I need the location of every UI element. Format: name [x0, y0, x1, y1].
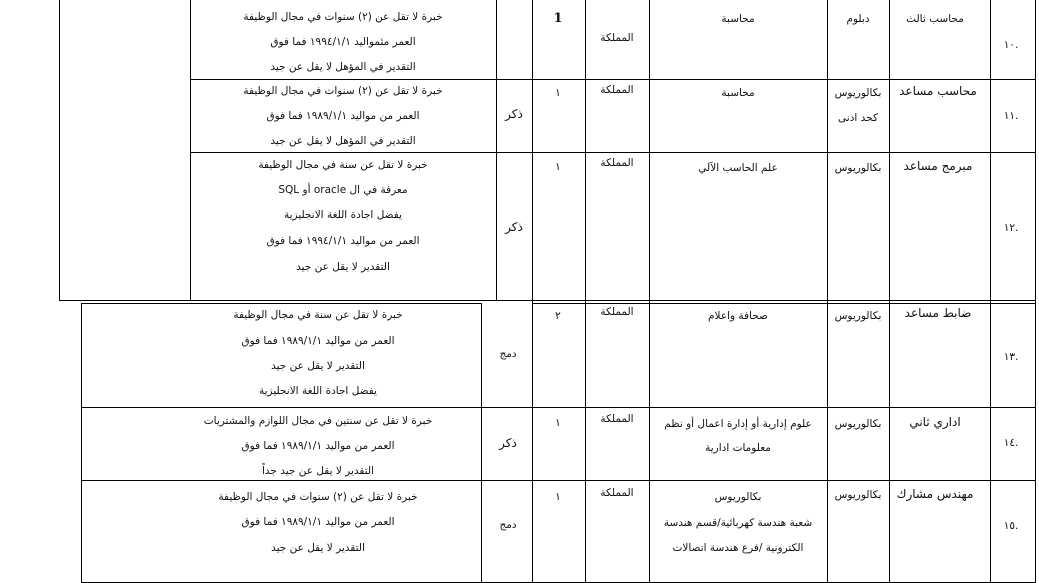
- requirement: العمر من مواليد ١٩٨٩/١/١ فما فوق: [241, 335, 395, 347]
- degree: بكالوريوس: [834, 162, 882, 174]
- grid-line: [481, 303, 482, 583]
- grid-line: [190, 79, 1035, 80]
- specialty: معلومات ادارية: [705, 442, 771, 454]
- job-title: ضابط مساعد: [904, 306, 972, 320]
- grid-line: [649, 0, 650, 583]
- requirement: العمر مئمواليد ١٩٩٤/١/١ فما فوق: [270, 36, 416, 48]
- requirement: خبرة لا تقل عن سنتين في مجال اللوازم والمشتريات: [203, 415, 433, 427]
- row-number: .١٢: [1003, 222, 1019, 234]
- job-title: محاسب مساعد: [899, 84, 977, 98]
- job-title: مهندس مشارك: [896, 487, 974, 501]
- gender: دمج: [499, 348, 517, 360]
- grid-line: [190, 0, 191, 300]
- vacancy-count: ١: [555, 87, 561, 99]
- specialty: محاسبة: [721, 87, 755, 99]
- row-number: .١٤: [1003, 437, 1019, 449]
- requirement: خبرة لا تقل عن (٢) سنوات في مجال الوظيفة: [243, 85, 443, 97]
- grid-line: [59, 0, 60, 300]
- vacancy-count: ١: [555, 161, 561, 173]
- job-title: محاسب ثالث: [906, 13, 964, 25]
- requirement: التقدير لا يقل عن جيد جداً: [261, 465, 375, 477]
- degree: بكالوريوس: [834, 310, 882, 322]
- requirement: العمر من مواليد ١٩٨٩/١/١ فما فوق: [266, 110, 420, 122]
- location: المملكة: [600, 157, 634, 169]
- requirement: يفضل اجادة اللغة الانجليزية: [284, 209, 402, 221]
- grid-line: [59, 300, 1035, 301]
- grid-line: [532, 0, 533, 583]
- grid-line: [827, 0, 828, 583]
- requirement: التقدير في المؤهل لا يقل عن جيد: [270, 61, 416, 73]
- specialty: علوم إدارية أو إدارة اعمال أو نظم: [664, 418, 812, 430]
- degree: كحد ادنى: [838, 112, 878, 124]
- specialty: علم الحاسب الآلي: [698, 162, 778, 174]
- gender: ذكر: [499, 436, 517, 450]
- requirement: التقدير لا يقل عن جيد: [296, 261, 390, 273]
- degree: بكالوريوس: [834, 489, 882, 501]
- vacancy-count: ١: [555, 491, 561, 503]
- grid-line: [990, 0, 991, 583]
- grid-line: [889, 0, 890, 583]
- grid-line: [1035, 0, 1036, 583]
- row-number: .١٥: [1003, 520, 1019, 532]
- degree: دبلوم: [846, 13, 870, 25]
- gender: دمج: [499, 519, 517, 531]
- grid-line: [190, 152, 1035, 153]
- requirement: العمر من مواليد ١٩٩٤/١/١ فما فوق: [266, 235, 420, 247]
- gender: ذكر: [505, 107, 523, 121]
- degree: بكالوريوس: [834, 87, 882, 99]
- requirement: خبرة لا تقل عن (٢) سنوات في مجال الوظيفة: [218, 491, 418, 503]
- specialty: الكترونية /فرع هندسة اتصالات: [672, 542, 804, 554]
- specialty: صحافة واعلام: [708, 310, 768, 322]
- requirement: العمر من مواليد ١٩٨٩/١/١ فما فوق: [241, 440, 395, 452]
- requirement: خبرة لا تقل عن (٢) سنوات في مجال الوظيفة: [243, 11, 443, 23]
- specialty: محاسبة: [721, 13, 755, 25]
- row-number: .١٣: [1003, 351, 1019, 363]
- requirement: التقدير لا يقل عن جيد: [271, 360, 365, 372]
- row-number: .١١: [1003, 110, 1019, 122]
- vacancy-count: ٢: [555, 310, 561, 322]
- location: المملكة: [600, 306, 634, 318]
- specialty: بكالوريوس: [714, 491, 762, 503]
- location: المملكة: [600, 487, 634, 499]
- vacancy-count: ١: [555, 417, 561, 429]
- requirement: خبرة لا تقل عن سنة في مجال الوظيفة: [258, 159, 428, 171]
- location: المملكة: [600, 413, 634, 425]
- location: المملكة: [600, 32, 634, 44]
- grid-line: [81, 303, 481, 304]
- job-title: مبرمج مساعد: [903, 159, 973, 173]
- grid-line: [81, 407, 1035, 408]
- specialty: شعبة هندسة كهربائية/قسم هندسة: [663, 517, 813, 529]
- job-title: اداري ثاني: [909, 415, 961, 429]
- requirement: العمر من مواليد ١٩٨٩/١/١ فما فوق: [241, 516, 395, 528]
- gender: ذكر: [505, 220, 523, 234]
- requirement: يفضل اجادة اللغة الانجليزية: [259, 385, 377, 397]
- grid-line: [496, 0, 497, 300]
- requirement: معرفة في ال oracle أو SQL: [278, 184, 408, 196]
- grid-line: [532, 303, 1035, 304]
- requirement: خبرة لا تقل عن سنة في مجال الوظيفة: [233, 309, 403, 321]
- grid-line: [81, 303, 82, 583]
- row-number: .١٠: [1003, 39, 1019, 51]
- vacancy-count: 1: [553, 11, 563, 26]
- degree: بكالوريوس: [834, 418, 882, 430]
- grid-line: [81, 480, 1035, 481]
- grid-line: [585, 0, 586, 583]
- requirement: التقدير لا يقل عن جيد: [271, 542, 365, 554]
- location: المملكة: [600, 84, 634, 96]
- requirement: التقدير في المؤهل لا يقل عن جيد: [270, 135, 416, 147]
